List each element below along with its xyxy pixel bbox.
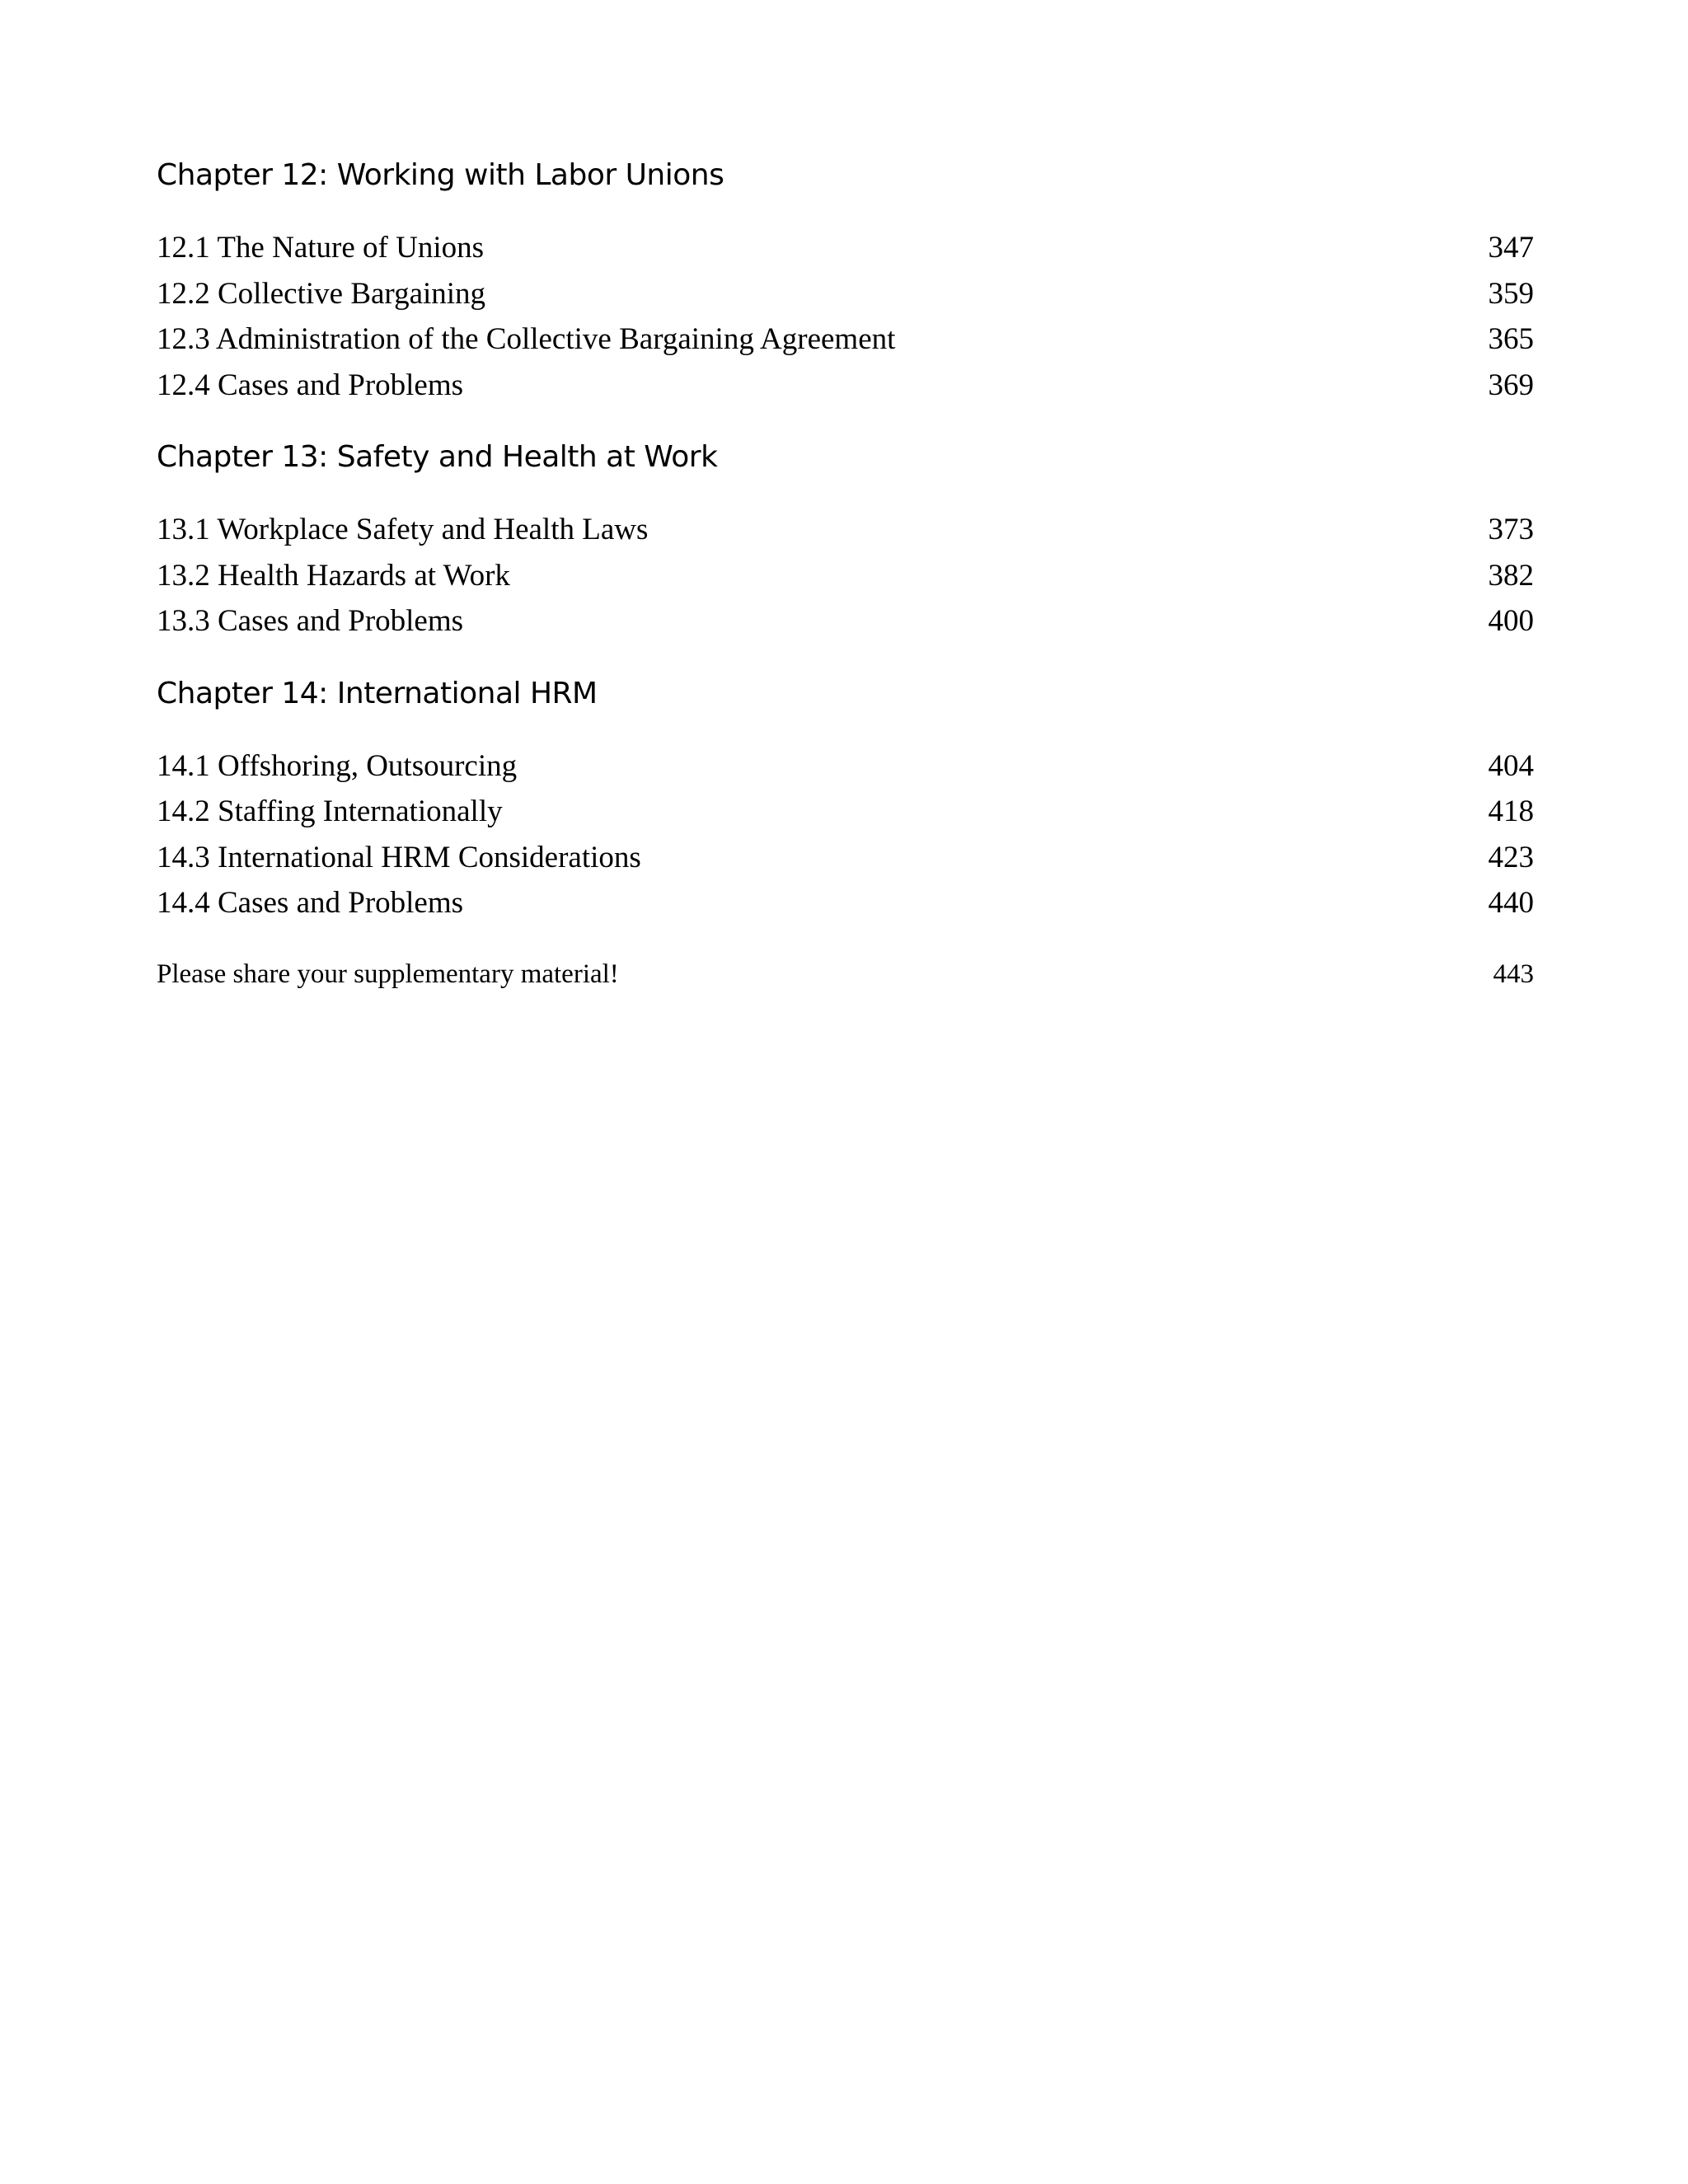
toc-entry[interactable]: [157, 835, 1534, 881]
toc-entry-title: 14.1 Offshoring, Outsourcing: [157, 748, 518, 783]
toc-entry-title: 13.1 Workplace Safety and Health Laws: [157, 513, 649, 546]
toc-entry-page: 443: [1493, 958, 1534, 989]
toc-entry-page: 382: [1488, 558, 1534, 593]
toc-entry[interactable]: [157, 271, 1534, 317]
toc-entry-title: 13.3 Cases and Problems: [157, 604, 464, 638]
toc-entry-page: 365: [1488, 322, 1534, 356]
toc-entry-page: 418: [1488, 794, 1534, 828]
toc-entry-title: 14.3 International HRM Considerations: [157, 840, 641, 874]
chapter-title: Chapter 13: Safety and Health at Work: [157, 440, 718, 474]
toc-entry[interactable]: [157, 553, 1534, 599]
toc-entry[interactable]: [157, 743, 1534, 790]
toc-entry-title: 12.3 Administration of the Collective Bargaining Agreement: [157, 322, 896, 356]
toc-entry-page: 423: [1488, 840, 1534, 874]
toc-entry-title: 12.1 The Nature of Unions: [157, 231, 484, 265]
toc-entry-page: 400: [1488, 604, 1534, 638]
chapter-14-section: [157, 676, 1534, 926]
toc-entry[interactable]: [157, 316, 1534, 363]
toc-entry[interactable]: [157, 598, 1534, 644]
toc-entry-page: 369: [1488, 368, 1534, 402]
toc-entry-page: 404: [1488, 748, 1534, 783]
toc-entry[interactable]: [157, 225, 1534, 271]
toc-entry-title: Please share your supplementary material!: [157, 958, 619, 989]
toc-entry-page: 440: [1488, 886, 1534, 920]
toc-entry-title: 14.2 Staffing Internationally: [157, 794, 503, 828]
toc-entry-page: 359: [1488, 276, 1534, 311]
chapter-12-section: [157, 158, 1534, 408]
toc-entry[interactable]: [157, 789, 1534, 835]
toc-entry-title: 12.4 Cases and Problems: [157, 368, 464, 402]
toc-entry-title: 14.4 Cases and Problems: [157, 886, 464, 920]
table-of-contents: [157, 124, 1534, 988]
toc-entry-page: 347: [1488, 231, 1534, 265]
toc-entry-page: 373: [1488, 513, 1534, 546]
supplementary-material-entry[interactable]: [157, 958, 1534, 989]
toc-entry[interactable]: [157, 363, 1534, 409]
toc-entry[interactable]: [157, 507, 1534, 553]
chapter-13-section: [157, 440, 1534, 644]
chapter-title: Chapter 12: Working with Labor Unions: [157, 158, 724, 192]
toc-entry-title: 12.2 Collective Bargaining: [157, 276, 486, 311]
chapter-title: Chapter 14: International HRM: [157, 676, 598, 710]
toc-entry-title: 13.2 Health Hazards at Work: [157, 558, 510, 593]
toc-entry[interactable]: [157, 880, 1534, 926]
